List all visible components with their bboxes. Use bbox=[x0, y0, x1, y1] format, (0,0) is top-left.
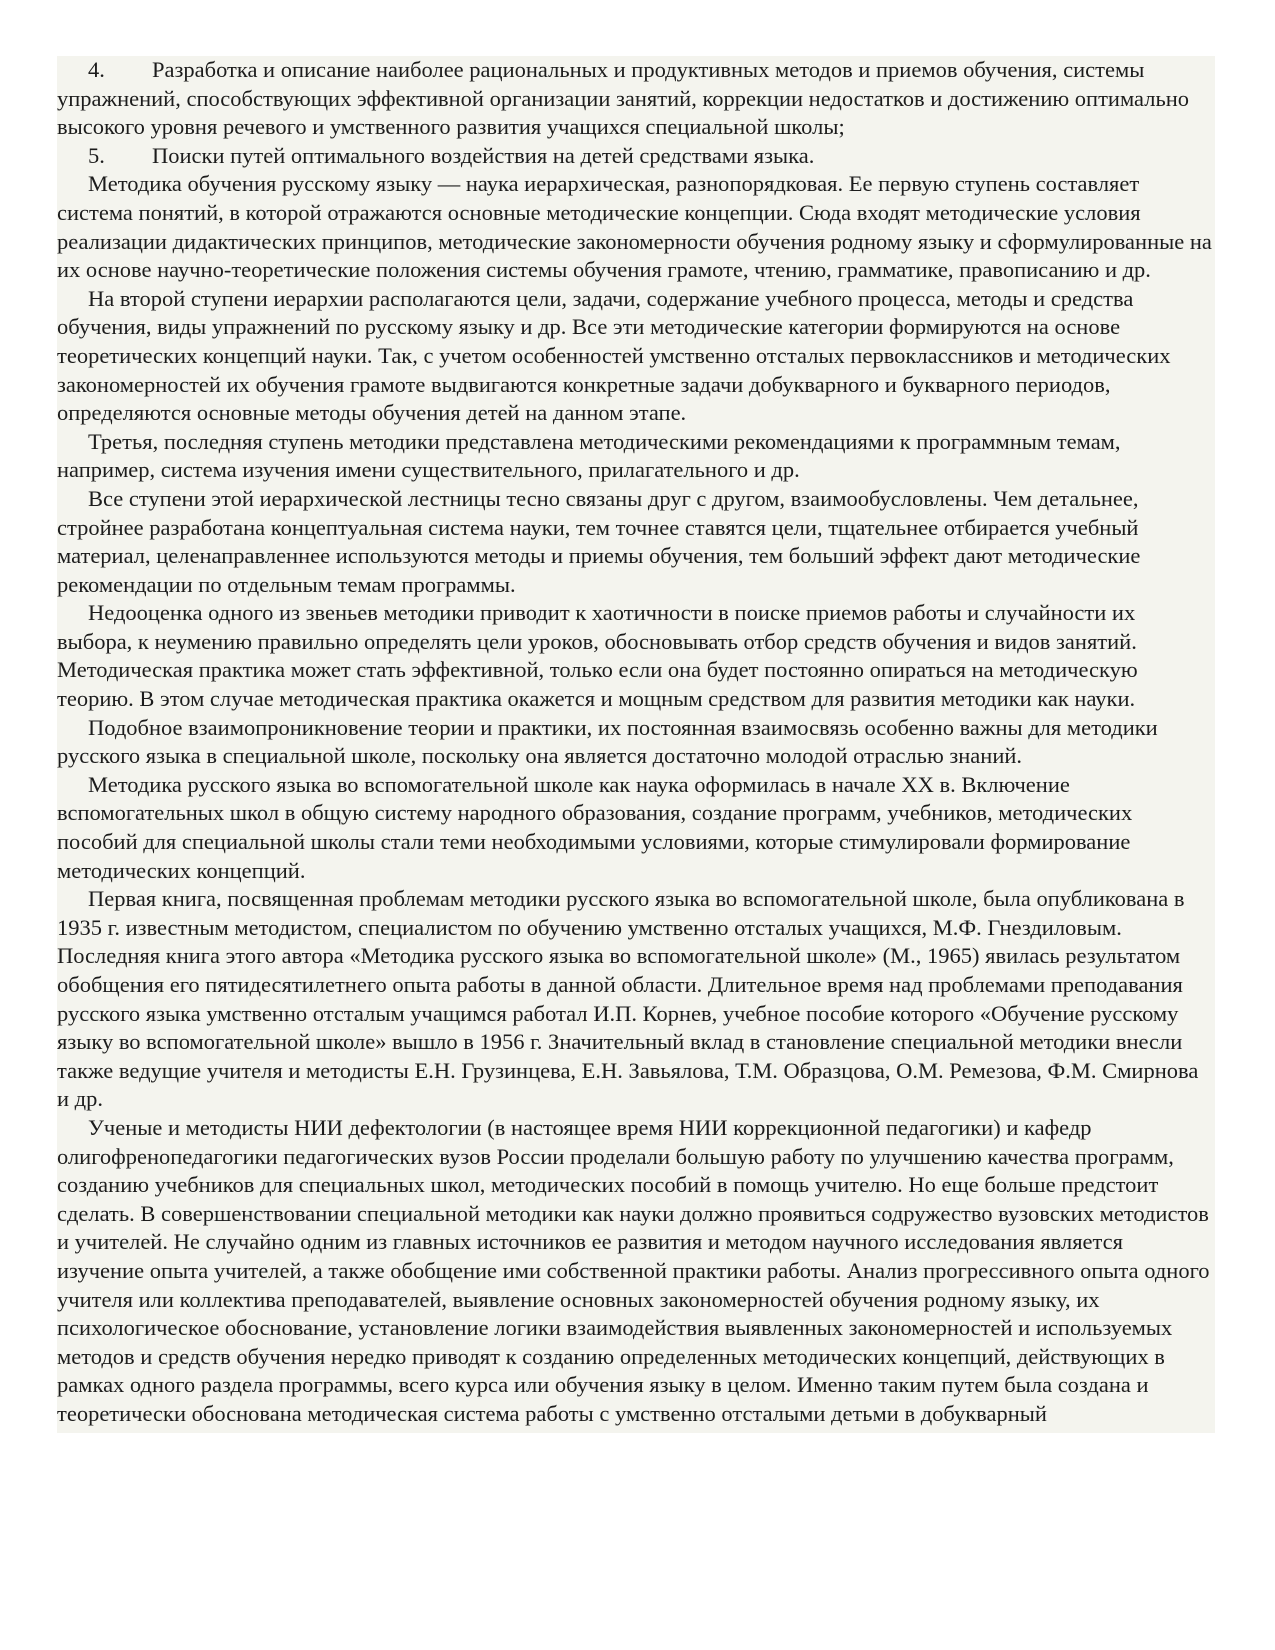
paragraph: Ученые и методисты НИИ дефектологии (в настоящее время НИИ коррекционной педагогики) и кафедр олигофренопедагогики педагогических вузов России проделали большую работу по улучшению качества программ, созданию учебников для специальных школ, методических пособий в помощь учителю. Но еще больше предстоит сделать. В совершенствовании специальной методики как науки должно проявиться содружество вузовских методистов и учителей. Не случайно одним из главных источников ее развития и методом научного исследования является изучение опыта учителей, а также обобщение ими собственной практики работы. Анализ прогрессивного опыта одного учителя или коллектива преподавателей, выявление основных закономерностей обучения родному языку, их психологическое обоснование, установление логики взаимодействия выявленных закономерностей и используемых методов и средств обучения нередко приводят к созданию определенных методических концепций, действующих в рамках одного раздела программы, всего курса или обучения языку в целом. Именно таким путем была создана и теоретически обоснована методическая система работы с умственно отсталыми детьми в добукварный bbox=[57, 1114, 1210, 1426]
list-item bbox=[57, 142, 1215, 171]
paragraph: Недооценка одного из звеньев методики приводит к хаотичности в поиске приемов работы и случайности их выбора, к неумению правильно определять цели уроков, обосновывать отбор средств обучения и видов занятий. Методическая практика может стать эффективной, только если она будет постоянно опираться на методическую теорию. В этом случае методическая практика окажется и мощным средством для развития методики как науки. bbox=[57, 600, 1138, 712]
paragraph: Все ступени этой иерархической лестницы тесно связаны друг с другом, взаимообусловлены. Чем детальнее, стройнее разработана концептуальная система науки, тем точнее ставятся цели, тщательнее отбирается учебный материал, целенаправленнее используются методы и приемы обучения, тем больший эффект дают методические рекомендации по отдельным темам программы. bbox=[57, 485, 1141, 597]
list-item-text: Поиски путей оптимального воздействия на детей средствами языка. bbox=[152, 142, 815, 168]
paragraph: На второй ступени иерархии располагаются цели, задачи, содержание учебного процесса, методы и средства обучения, виды упражнений по русскому языку и др. Все эти методические категории формируются на основе теоретических концепций науки. Так, с учетом особенностей умственно отсталых первоклассников и методических закономерностей их обучения грамоте выдвигаются конкретные задачи добукварного и букварного периодов, определяются основные методы обучения детей на данном этапе. bbox=[57, 285, 1171, 426]
page-text-body bbox=[57, 56, 1215, 1433]
list-item-number: 5. bbox=[88, 142, 105, 168]
list-item bbox=[57, 56, 1215, 142]
paragraph: Подобное взаимопроникновение теории и практики, их постоянная взаимосвязь особенно важны для методики русского языка в специальной школе, поскольку она является достаточно молодой отраслью знаний. bbox=[57, 714, 1158, 769]
list-item-text: Разработка и описание наиболее рациональных и продуктивных методов и приемов обучения, системы упражнений, способствующих эффективной организации занятий, коррекции недостатков и достижению оптимально высокого уровня речевого и умственного развития учащихся специальной школы; bbox=[57, 57, 1190, 140]
list-item-number: 4. bbox=[88, 57, 105, 82]
paragraph: Методика обучения русскому языку — наука иерархическая, разнопорядковая. Ее первую ступень составляет система понятий, в которой отражаются основные методические концепции. Сюда входят методические условия реализации дидактических принципов, методические закономерности обучения родному языку и сформулированные на их основе научно-теоретические положения системы обучения грамоте, чтению, грамматике, правописанию и др. bbox=[57, 171, 1212, 283]
paragraph: Методика русского языка во вспомогательной школе как наука оформилась в начале XX в. Включение вспомогательных школ в общую систему народного образования, создание программ, учебников, методических пособий для специальной школы стали теми необходимыми условиями, которые стимулировали формирование методических концепций. bbox=[57, 771, 1133, 883]
paragraph: Первая книга, посвященная проблемам методики русского языка во вспомогательной школе, была опубликована в 1935 г. известным методистом, специалистом по обучению умственно отсталых учащихся, М.Ф. Гнездиловым. Последняя книга этого автора «Методика русского языка во вспомогательной школе» (М., 1965) явилась результатом обобщения его пятидесятилетнего опыта работы в данной области. Длительное время над проблемами преподавания русского языка умственно отсталым учащимся работал И.П. Корнев, учебное пособие которого «Обучение русскому языку во вспомогательной школе» вышло в 1956 г. Значительный вклад в становление специальной методики внесли также ведущие учителя и методисты Е.Н. Грузинцева, Е.Н. Завьялова, Т.М. Образцова, О.М. Ремезова, Ф.М. Смирнова и др. bbox=[57, 886, 1199, 1112]
paragraph: Третья, последняя ступень методики представлена методическими рекомендациями к программным темам, например, система изучения имени существительного, прилагательного и др. bbox=[57, 428, 1121, 483]
